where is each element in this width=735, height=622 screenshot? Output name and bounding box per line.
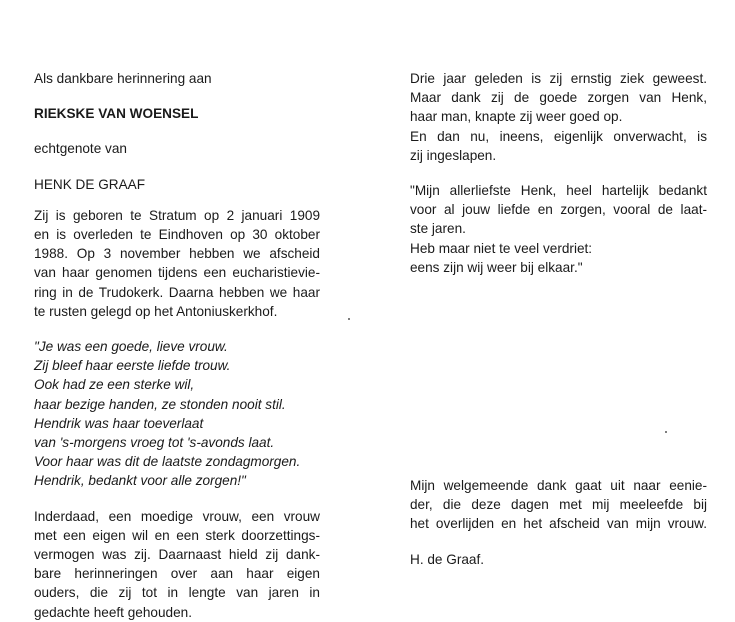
illness-paragraph: [410, 69, 707, 165]
illness-line: Drie jaar geleden is zij ernstig ziek geweest.: [410, 71, 707, 86]
illness-line: zij ingeslapen.: [410, 147, 497, 163]
bio-line: te rusten gelegd op het Antoniuskerkhof.: [34, 303, 278, 319]
spouse-label: echtgenote van: [34, 141, 127, 157]
deceased-name: RIEKSKE VAN WOENSEL: [34, 106, 199, 122]
signature: H. de Graaf.: [410, 551, 485, 567]
closing-line: Inderdaad, een moedige vrouw, een vrouw: [34, 508, 320, 524]
print-speck: [665, 431, 667, 433]
poem-line: Zij bleef haar eerste liefde trouw.: [34, 358, 231, 374]
illness-line: En dan nu, ineens, eigenlijk onverwacht, is: [410, 128, 707, 144]
left-column: [34, 69, 320, 622]
bio-line: ring in de Trudokerk. Daarna hebben we haar: [34, 284, 320, 300]
poem-line: van 's-morgens vroeg tot 's-avonds laat.: [34, 435, 275, 451]
closing-line: bare herinneringen over aan haar eigen: [34, 566, 320, 582]
poem-line: Hendrik, bedankt voor alle zorgen!": [34, 473, 246, 489]
spouse-name: HENK DE GRAAF: [34, 176, 146, 192]
poem-line: Ook had ze een sterke wil,: [34, 377, 195, 393]
quote-line: "Mijn allerliefste Henk, heel hartelijk bedankt: [410, 183, 707, 199]
bio-line: van haar genomen tijdens een eucharistievie-: [34, 265, 320, 281]
poem-line: "Je was een goede, lieve vrouw.: [34, 339, 228, 355]
poem-line: Voor haar was dit de laatste zondagmorgen.: [34, 454, 301, 470]
poem-line: haar bezige handen, ze stonden nooit stil.: [34, 396, 286, 412]
farewell-quote: [410, 181, 707, 277]
closing-line: ouders, die zij tot in lengte van jaren in: [34, 585, 320, 601]
quote-line: voor al jouw liefde en zorgen, vooral de laat-: [410, 202, 707, 218]
print-speck: [348, 318, 350, 320]
thanks-line: der, die deze dagen met mij meeleefde bij: [410, 497, 707, 513]
bio-line: 1988. Op 3 november hebben we afscheid: [34, 246, 320, 262]
quote-line: ste jaren.: [410, 221, 466, 237]
thanks-line: Mijn welgemeende dank gaat uit naar eenie-: [410, 478, 707, 493]
illness-line: Maar dank zij de goede zorgen van Henk,: [410, 90, 707, 106]
intro-text: Als dankbare herinnering aan: [34, 71, 212, 86]
bio-paragraph: [34, 206, 320, 321]
bio-line: en is overleden te Eindhoven op 30 oktober: [34, 227, 320, 243]
closing-line: vermogen was zij. Daarnaast hield zij dank-: [34, 547, 320, 563]
poem-line: Hendrik was haar toeverlaat: [34, 415, 204, 431]
quote-line: Heb maar niet te veel verdriet:: [410, 240, 593, 256]
thanks-block: [410, 476, 707, 569]
closing-line: met een eigen wil en een sterk doorzettings-: [34, 527, 320, 543]
bio-line: Zij is geboren te Stratum op 2 januari 1909: [34, 207, 320, 223]
closing-line: gedachte heeft gehouden.: [34, 604, 192, 620]
quote-line: eens zijn wij weer bij elkaar.": [410, 259, 583, 275]
poem: [34, 337, 320, 491]
illness-line: haar man, knapte zij weer goed op.: [410, 109, 623, 125]
closing-paragraph: [34, 507, 320, 622]
right-column: [410, 69, 707, 277]
thanks-line: het overlijden en het afscheid van mijn vrouw.: [410, 516, 707, 532]
